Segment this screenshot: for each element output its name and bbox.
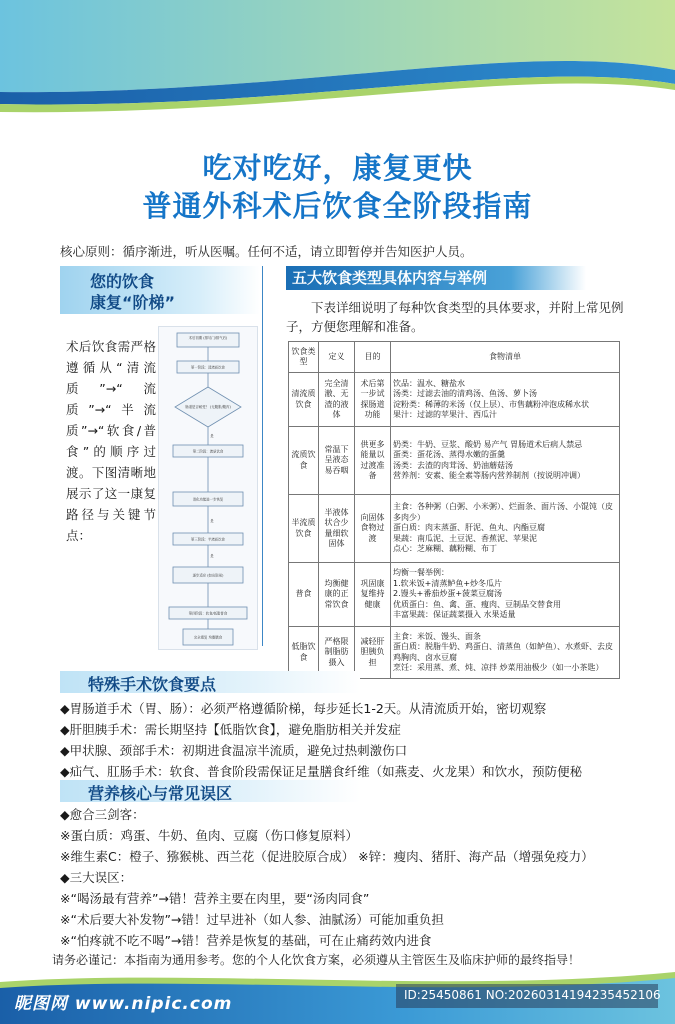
food-line: 蛋白质：肉末蒸蛋、肝泥、鱼丸、内酯豆腐 — [393, 523, 545, 533]
table-cell-type: 半流质饮食 — [289, 495, 319, 563]
table-body — [289, 373, 620, 679]
table-cell-foods — [391, 373, 620, 427]
food-line: 汤类：去渣的肉茸汤、奶油蘑菇汤 — [393, 460, 513, 470]
flow-edge-0: 是 — [210, 434, 214, 438]
flow-text-5: 第三阶段：半流质饮食 — [191, 537, 225, 542]
table-cell-type: 普食 — [289, 563, 319, 627]
special-surgery-heading — [60, 671, 360, 693]
nutrition-item: ◆三大误区： — [60, 870, 133, 885]
flow-text-3: 第二阶段：流质饮食 — [192, 449, 224, 454]
diet-ladder-heading-line2: 康复“阶梯” — [90, 293, 176, 312]
diet-ladder-heading-line1: 您的饮食 — [90, 272, 155, 291]
diet-types-heading-text: 五大饮食类型具体内容与举例 — [292, 269, 488, 287]
flow-text-4: 消化功能进一步恢复 — [192, 497, 224, 502]
special-item: ◆肝胆胰手术：需长期坚持【低脂饮食】，避免脂肪相关并发症 — [60, 722, 401, 737]
food-line: 果蔬：南瓜泥、土豆泥、香蕉泥、苹果泥 — [393, 533, 537, 543]
table-header-purpose: 目的 — [355, 342, 391, 373]
table-cell-purpose: 术后第一步试探肠道功能 — [355, 373, 391, 427]
nutrition-item: ※蛋白质：鸡蛋、牛奶、鱼肉、豆腐（伤口修复原料） — [60, 828, 358, 843]
page-title-line2: 普通外科术后饮食全阶段指南 — [142, 189, 533, 223]
table-cell-purpose: 巩固康复维持健康 — [355, 563, 391, 627]
table-cell-purpose: 减轻肝胆胰负担 — [355, 627, 391, 679]
top-decorative-band — [0, 0, 675, 120]
core-principle: 核心原则：循序渐进，听从医嘱。任何不适，请立即暂停并告知医护人员。 — [60, 244, 473, 259]
food-line: 蛋类：蛋花汤、蒸得水嫩的蛋羹 — [393, 450, 505, 459]
flow-text-2: 肠道是否耐受？ (无腹胀/腹泻) — [185, 405, 231, 409]
table-cell-foods — [391, 563, 620, 627]
food-line: 奶类：牛奶、豆浆、酸奶 易产气 胃肠道术后病人禁忌 — [393, 439, 583, 449]
table-cell-purpose: 向固体食物过渡 — [355, 495, 391, 563]
nutrition-item: ※维生素C：橙子、猕猴桃、西兰花（促进胶原合成） ※锌：瘦肉、猪肝、海产品（增强免疫力） — [60, 849, 594, 864]
panel-divider — [262, 266, 263, 646]
table-row — [289, 427, 620, 495]
watermark-id: ID:25450861 NO:20260314194235452106 — [404, 988, 661, 1002]
nutrition-item: ※“怕疼就不吃不喝”→错！营养是恢复的基础，可在止痛药效内进食 — [60, 933, 432, 948]
food-line: 主食：米饭、馒头、面条 — [393, 631, 481, 641]
flow-text-1: 第一阶段：清流质饮食 — [191, 365, 225, 370]
table-row — [289, 373, 620, 427]
food-line: 主食：各种粥（白粥、小米粥）、烂面条、面片汤、小馄饨（皮多肉少） — [393, 502, 613, 522]
diet-ladder-heading — [60, 266, 260, 314]
table-cell-foods — [391, 627, 620, 679]
nutrition-item: ※“喝汤最有营养”→错！营养主要在肉里，要“汤肉同食” — [60, 891, 370, 906]
flow-text-6: 逐步适应 (如出院前) — [192, 573, 224, 578]
table-cell-foods — [391, 495, 620, 563]
food-line: 营养剂：安素、能全素等肠内营养制剂（按说明冲调） — [393, 471, 585, 480]
special-item: ◆胃肠道手术（胃、肠）：必须严格遵循阶梯，每步延长1-2天。从清流质开始，密切观察 — [60, 701, 547, 716]
special-item: ◆疝气、肛肠手术：软食、普食阶段需保证足量膳食纤维（如燕麦、火龙果）和饮水，预防便秘 — [60, 764, 583, 779]
table-header-foods: 食物清单 — [391, 342, 620, 373]
food-line: 优质蛋白：鱼、禽、蛋、瘦肉、豆制品交替食用 — [393, 599, 561, 609]
food-line: 2.馒头+番茄炒蛋+菠菜豆腐汤 — [393, 589, 503, 599]
food-line: 汤类：过滤去油的清鸡汤、鱼汤、萝卜汤 — [393, 389, 537, 398]
nutrition-item: ◆愈合三剑客： — [60, 807, 145, 822]
watermark-id-box — [396, 984, 661, 1008]
food-line: 丰富果蔬：保证蔬菜摄入 水果适量 — [393, 610, 516, 620]
table-cell-foods — [391, 427, 620, 495]
flow-text-7: 第四阶段：软食/低脂普食 — [188, 611, 228, 616]
flow-text-8: 完全康复 均衡膳食 — [193, 635, 223, 640]
table-header-type: 饮食类型 — [289, 342, 319, 373]
page-title-line1: 吃对吃好，康复更快 — [202, 151, 473, 185]
food-line: 均衡一餐举例： — [393, 568, 449, 578]
nutrition-heading — [60, 780, 360, 802]
table-cell-type: 清流质饮食 — [289, 373, 319, 427]
table-cell-type: 流质饮食 — [289, 427, 319, 495]
food-line: 点心：芝麻糊、藕粉糊、布丁 — [393, 544, 497, 554]
diet-types-intro: 下表详细说明了每种饮食类型的具体要求，并附上常见例子，方便您理解和准备。 — [286, 300, 624, 334]
nutrition-heading-text: 营养核心与常见误区 — [88, 784, 233, 803]
diet-ladder-description: 术后饮食需严格遵循从“清流质”→“流质”→“半流质”→“软食/普食”的顺序过渡。下图清晰地展示了这一康复路径与关键节点： — [66, 339, 156, 543]
table-cell-def: 常温下呈液态易吞咽 — [319, 427, 355, 495]
table-cell-purpose: 供更多能量以过渡准备 — [355, 427, 391, 495]
food-line: 果汁：过滤的苹果汁、西瓜汁 — [393, 410, 497, 419]
diet-types-heading — [286, 266, 586, 290]
table-header-row — [289, 342, 620, 373]
food-line: 饮品：温水、糖盐水 — [393, 378, 465, 388]
flow-text-0: 术后初期 (排尽门/排气后) — [188, 336, 228, 340]
recovery-flowchart — [158, 326, 258, 650]
food-line: 烹饪：采用蒸、煮、炖、凉拌 炒菜用油极少（如一小茶匙） — [393, 663, 604, 672]
food-line: 淀粉类：稀薄的米汤（仅上层）、市售藕粉冲泡成稀水状 — [393, 399, 589, 409]
table-cell-def: 均衡健康的正常饮食 — [319, 563, 355, 627]
table-header-def: 定义 — [319, 342, 355, 373]
table-row — [289, 563, 620, 627]
table-cell-def: 严格限制脂肪摄入 — [319, 627, 355, 679]
table-cell-def: 完全清澈、无渣的液体 — [319, 373, 355, 427]
table-cell-def: 半液体状合少量细软固体 — [319, 495, 355, 563]
special-surgery-heading-text: 特殊手术饮食要点 — [88, 675, 217, 694]
watermark-brand: 昵图网 www.nipic.com — [14, 994, 233, 1014]
food-line: 1.软米饭+清蒸鲈鱼+炒冬瓜片 — [393, 578, 503, 588]
food-line: 蛋白质：脱脂牛奶、鸡蛋白、清蒸鱼（如鲈鱼）、水煮虾、去皮鸡胸肉、卤水豆腐 — [393, 642, 613, 662]
table-cell-type: 低脂饮食 — [289, 627, 319, 679]
nutrition-item: ※“术后要大补发物”→错！过早进补（如人参、油腻汤）可能加重负担 — [60, 912, 444, 927]
flow-edge-2: 是 — [210, 554, 214, 558]
special-item: ◆甲状腺、颈部手术：初期进食温凉半流质，避免过热刺激伤口 — [60, 743, 408, 758]
footer-note: 请务必谨记：本指南为通用参考。您的个人化饮食方案，必须遵从主管医生及临床护师的最终指导！ — [52, 953, 581, 967]
table-row — [289, 495, 620, 563]
diet-types-table — [288, 341, 620, 679]
flow-edge-1: 是 — [210, 519, 214, 523]
